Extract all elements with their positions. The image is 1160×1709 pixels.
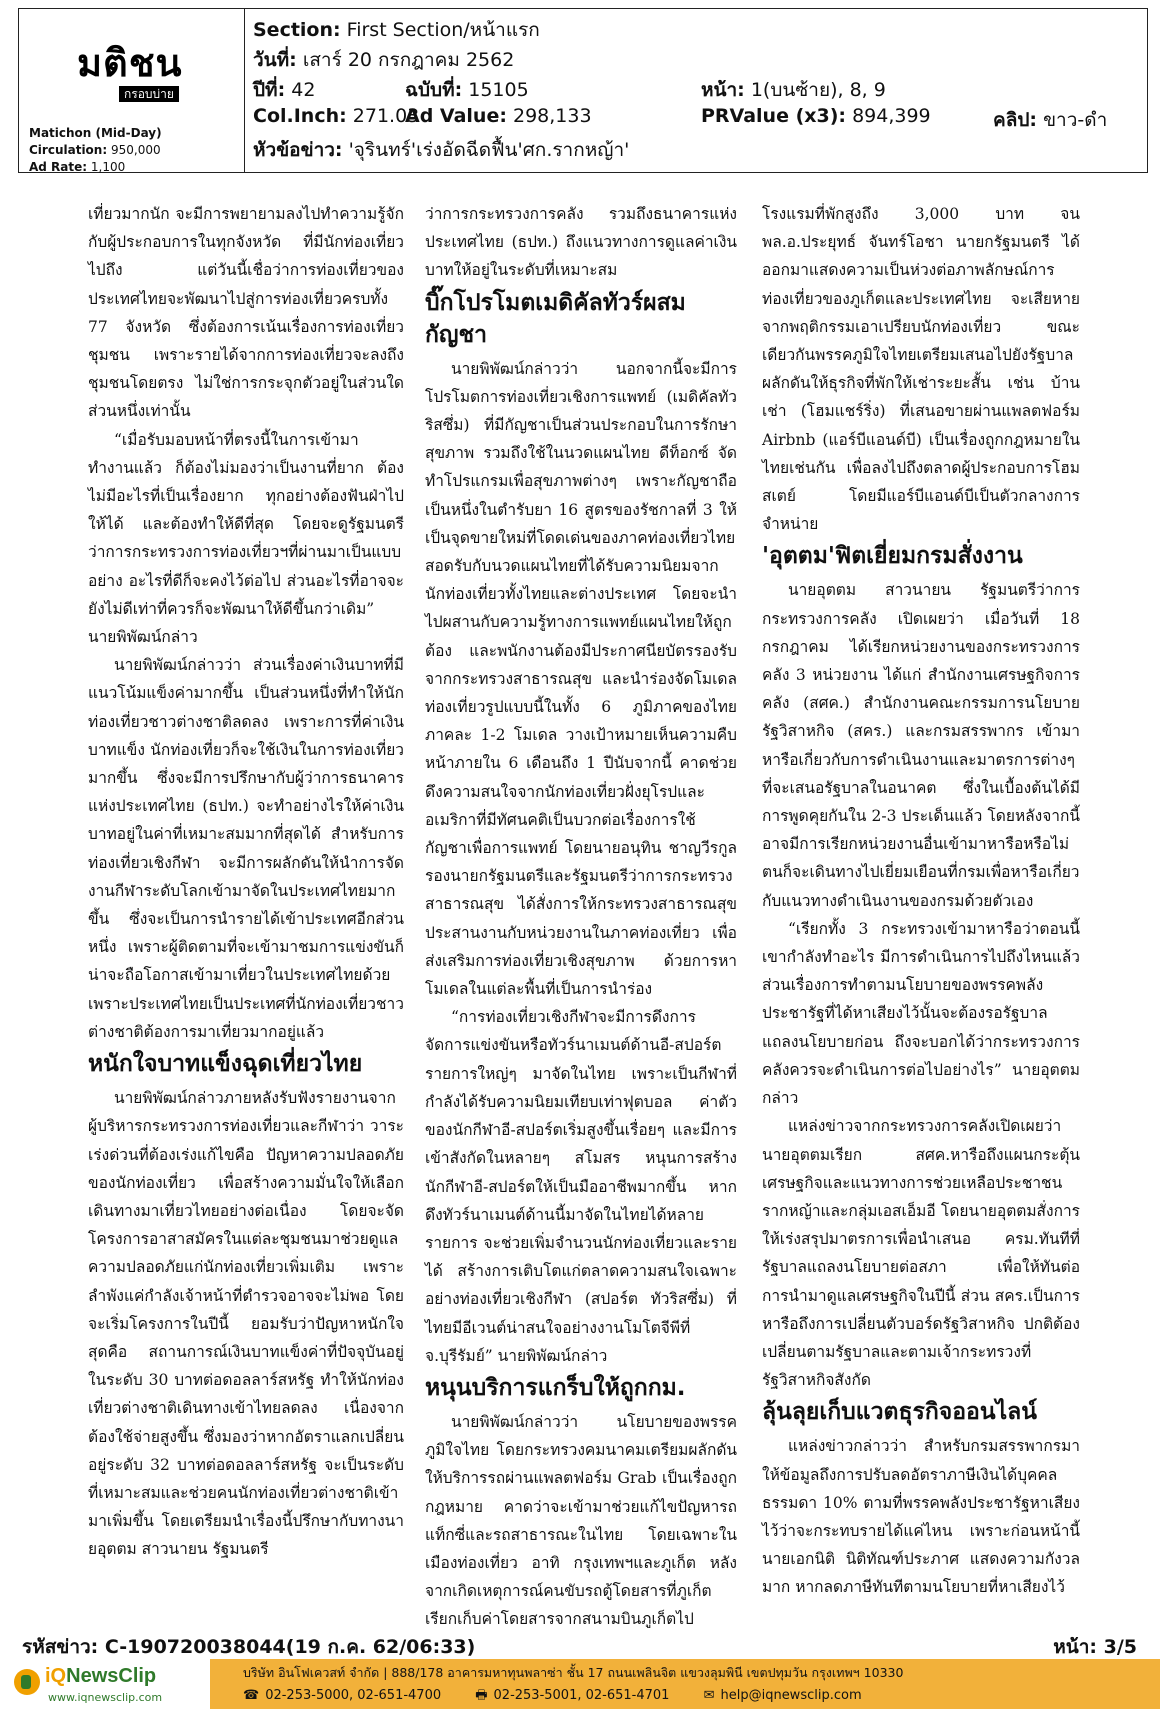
headline-label: หัวข้อข่าว: [253, 139, 343, 161]
page-value: 1(บนซ้าย), 8, 9 [750, 79, 886, 101]
iqnewsclip-logo[interactable] [0, 1659, 210, 1709]
paragraph: แหล่งข่าวกล่าวว่า สำหรับกรมสรรพากรมาให้ข้อมูลถึงการปรับลดอัตราภาษีเงินได้บุคคลธรรมดา 10% ตามที่พรรคพลังประชารัฐหาเสียงไว้ว่าจะกระทบรายได้แค่ไหน เพราะก่อนหน้านี้นายเอกนิติ นิติทัณฑ์ประภาศ แสดงความกังวลมาก หากลดภาษีทันทีตามนโยบายที่หาเสียงไว้ [762, 1437, 1080, 1597]
news-code: รหัสข่าว: C-190720038044(19 ก.ค. 62/06:33) [22, 1636, 476, 1658]
iqnewsclip-mark-icon [14, 1669, 40, 1695]
phone-contact [243, 1688, 441, 1703]
phone-numbers: 02-253-5000, 02-651-4700 [265, 1688, 442, 1703]
fax-numbers: 02-253-5001, 02-651-4701 [493, 1688, 670, 1703]
issue-label: ฉบับที่: [405, 79, 463, 101]
subheading: หนักใจบาทแข็งฉุดเที่ยวไทย [88, 1051, 363, 1078]
year-value: 42 [291, 79, 316, 101]
paragraph: “การท่องเที่ยวเชิงกีฬาจะมีการดึงการจัดการแข่งขันหรือทัวร์นาเมนต์ด้านอี-สปอร์ตรายการใหญ่ๆ มาจัดในไทย เพราะเป็นกีฬาที่กำลังได้รับความนิยมเทียบเท่าฟุตบอล ค่าตัวของนักกีฬาอี-สปอร์ตเริ่มสูงขึ้นเรื่อยๆ และมีการเข้าสังกัดในหลายๆ สโมสร หนุนการสร้างนักกีฬาอี-สปอร์ตให้เป็นมืออาชีพมากขึ้น หากดึงทัวร์นาเมนต์ด้านนี้มาจัดในไทยได้หลายรายการ จะช่วยเพิ่มจำนวนนักท่องเที่ยวและรายได้ สร้างการเติบโตแก่ตลาดความสนใจเฉพาะอย่างท่องเที่ยวเชิงกีฬา (สปอร์ต ทัวริสซึ่ม) ที่ไทยมีอีเวนต์น่าสนใจอย่างงานโมโตจีพีที่ จ.บุรีรัมย์” นายพิพัฒน์กล่าว [425, 1008, 737, 1365]
colinch-value: 271.03 [352, 105, 420, 127]
article-column-3 [762, 200, 1080, 1602]
year-label: ปีที่: [253, 79, 286, 101]
circulation-value: 950,000 [110, 143, 161, 157]
paragraph: นายพิพัฒน์กล่าวว่า นอกจากนี้จะมีการโปรโมตการท่องเที่ยวเชิงการแพทย์ (เมดิคัลทัวริสซึ่ม) ที่มีกัญชาเป็นส่วนประกอบในการรักษาสุขภาพ รวมถึงใช้ในนวดแผนไทย ดีท็อกซ์ จัดทำโปรแกรมเพื่อสุขภาพต่างๆ เพราะกัญชาถือเป็นหนึ่งในตำรับยา 16 สูตรของรัชกาลที่ 3 ให้เป็นจุดขายใหม่ที่โดดเด่นของภาคท่องเที่ยวไทย สอดรับกับนวดแผนไทยที่ได้รับความนิยมจากนักท่องเที่ยวทั้งไทยและต่างประเทศ โดยจะนำไปผสานกับความรู้ทางการแพทย์แผนไทยให้ถูกต้อง และพนักงานต้องมีประกาศนียบัตรรองรับจากกระทรวงสาธารณสุข และนำร่องจัดโมเดลท่องเที่ยวรูปแบบนี้ในทั้ง 6 ภูมิภาคของไทย ภาคละ 1-2 โมเดล วางเป้าหมายเห็นความคืบหน้าภายใน 6 เดือนถึง 1 ปีนับจากนี้ คาดช่วยดึงความสนใจจากนักท่องเที่ยวฝั่งยุโรปและอเมริกาที่มีทัศนคติเป็นบวกต่อเรื่องการใช้กัญชาเพื่อการแพทย์ โดยนายอนุทิน ชาญวีรกูล รองนายกรัฐมนตรีและรัฐมนตรีว่าการกระทรวงสาธารณสุข ได้สั่งการให้กระทรวงสาธารณสุขประสานงานกับหน่วยงานในภาคท่องเที่ยว เพื่อส่งเสริมการท่องเที่ยวเชิงสุขภาพ ด้วยการหาโมเดลในแต่ละพื้นที่เป็นการนำร่อง [425, 359, 737, 999]
subheading: ลุ้นลุยเก็บแวตธุรกิจออนไลน์ [762, 1399, 1037, 1426]
date-label: วันที่: [253, 49, 297, 71]
paragraph: ว่าการกระทรวงการคลัง รวมถึงธนาคารแห่งประเทศไทย (ธปท.) ถึงแนวทางการดูแลค่าเงินบาทให้อยู่ในระดับที่เหมาะสม [425, 205, 737, 280]
section-row [253, 15, 540, 45]
logo-main-text: มติชน [77, 41, 183, 85]
paragraph: นายอุตตม สาวนายน รัฐมนตรีว่าการกระทรวงการคลัง เปิดเผยว่า เมื่อวันที่ 18 กรกฎาคม ได้เรียกหน่วยงานของกระทรวงการคลัง 3 หน่วยงาน ได้แก่ สำนักงานเศรษฐกิจการคลัง (สศค.) สำนักงานคณะกรรมการนโยบายรัฐวิสาหกิจ (สคร.) และกรมสรรพากร เข้ามาหารือเกี่ยวกับการดำเนินงานและมาตรการต่างๆ ที่จะเสนอรัฐบาลในอนาคต ซึ่งในเบื้องต้นได้มีการพูดคุยกันใน 2-3 ประเด็นแล้ว โดยหลังจากนี้อาจมีการเรียกหน่วยงานอื่นเข้ามาหารือหรือไม่ตนก็จะเดินทางไปเยี่ยมเยือนที่กรมเพื่อหารือเกี่ยวกับแนวทางดำเนินงานของกรมด้วยตัวเอง [762, 581, 1080, 910]
colinch-row [253, 105, 419, 127]
section-value: First Section/หน้าแรก [346, 19, 540, 41]
fax-contact [475, 1686, 669, 1708]
company-address: บริษัท อินโฟเควสท์ จำกัด | 888/178 อาคารมหาทุนพลาซ่า ชั้น 17 ถนนเพลินจิต แขวงลุมพินี เขตปทุมวัน กรุงเทพฯ 10330 [243, 1665, 904, 1680]
prvalue-row [701, 105, 931, 127]
headline-row [253, 135, 629, 165]
paragraph: “เรียกทั้ง 3 กระทรวงเข้ามาหารือว่าตอนนี้เขากำลังทำอะไร มีการดำเนินการไปถึงไหนแล้ว ส่วนเรื่องการทำตามนโยบายของพรรคพลังประชารัฐที่ได้หาเสียงไว้นั้นจะต้องรอรัฐบาลแถลงนโยบายก่อน ถึงจะบอกได้ว่ากระทรวงการคลังควรจะดำเนินการต่อไปอย่างไร” นายอุตตมกล่าว [762, 919, 1080, 1108]
brand-prefix: iQ [45, 1665, 67, 1687]
paragraph: นายพิพัฒน์กล่าวว่า ส่วนเรื่องค่าเงินบาทที่มีแนวโน้มแข็งค่ามากขึ้น เป็นส่วนหนึ่งที่ทำให้นักท่องเที่ยวชาวต่างชาติลดลง เพราะการที่ค่าเงินบาทแข็ง นักท่องเที่ยวก็จะใช้เงินในการท่องเที่ยวมากขึ้น ซึ่งจะมีการปรึกษากับผู้ว่าการธนาคารแห่งประเทศไทย (ธปท.) จะทำอย่างไรให้ค่าเงินบาทอยู่ในค่าที่เหมาะสมมากที่สุดได้ สำหรับการท่องเที่ยวเชิงกีฬา จะมีการผลักดันให้นำการจัดงานกีฬาระดับโลกเข้ามาจัดในประเทศไทยมากขึ้น ซึ่งจะเป็นการนำรายได้เข้าประเทศอีกส่วนหนึ่ง เพราะผู้ติดตามที่จะเข้ามาชมการแข่งขันก็น่าจะถือโอกาสเข้ามาเที่ยวในประเทศไทยด้วย เพราะประเทศไทยเป็นประเทศที่นักท่องเที่ยวชาวต่างชาติต้องการมาเที่ยวมากอยู่แล้ว [88, 656, 404, 1041]
email-icon: ✉ [703, 1688, 715, 1703]
advalue-label: Ad Value: [405, 105, 507, 127]
article-column-1 [88, 200, 404, 1564]
paragraph: นายพิพัฒน์กล่าวว่า นโยบายของพรรคภูมิใจไทย โดยกระทรวงคมนาคมเตรียมผลักดันให้บริการรถผ่านแพลตฟอร์ม Grab เป็นเรื่องถูกกฎหมาย คาดว่าจะเข้ามาช่วยแก้ไขปัญหารถแท็กซี่และรถสาธารณะในไทย โดยเฉพาะในเมืองท่องเที่ยว อาทิ กรุงเทพฯและภูเก็ต หลังจากเกิดเหตุการณ์คนขับรถตู้โดยสารที่ภูเก็ตเรียกเก็บค่าโดยสารจากสนามบินภูเก็ตไป [425, 1412, 737, 1629]
subheading: หนุนบริการแกร็บให้ถูกกม. [425, 1374, 686, 1401]
article-column-2 [425, 200, 737, 1634]
brand-name [45, 1665, 156, 1688]
page-row [701, 75, 886, 105]
matichon-logo [77, 43, 197, 102]
colinch-label: Col.Inch: [253, 105, 347, 127]
adrate-label: Ad Rate: [29, 160, 88, 174]
date-row [253, 45, 514, 75]
email-contact[interactable] [704, 1688, 862, 1703]
year-row [253, 75, 315, 105]
publication-name: Matichon (Mid-Day) [29, 126, 162, 140]
advalue-row [405, 105, 592, 127]
paragraph: โรงแรมที่พักสูงถึง 3,000 บาท จน พล.อ.ประยุทธ์ จันทร์โอชา นายกรัฐมนตรี ได้ออกมาแสดงความเป็นห่วงต่อภาพลักษณ์การท่องเที่ยวของภูเก็ตและประเทศไทย จะเสียหายจากพฤติกรรมเอาเปรียบนักท่องเที่ยว ขณะเดียวกันพรรคภูมิใจไทยเตรียมเสนอไปยังรัฐบาล ผลักดันให้ธุรกิจที่พักให้เช่าระยะสั้น เช่น บ้านเช่า (โฮมแชร์ริ่ง) ที่เสนอขายผ่านแพลตฟอร์ม Airbnb (แอร์บีแอนด์บี) เป็นเรื่องถูกกฎหมายในไทยเช่นกัน เพื่อลงไปถึงตลาดผู้ประกอบการโฮมสเตย์ โดยมีแอร์บีแอนด์บีเป็นตัวกลางการจำหน่าย [762, 205, 1080, 534]
brand-suffix: NewsClip [66, 1665, 157, 1687]
page-indicator: หน้า: 3/5 [1053, 1636, 1137, 1658]
publication-panel [19, 9, 245, 172]
clip-label: คลิป: [993, 109, 1038, 131]
advalue-value: 298,133 [512, 105, 592, 127]
date-value: เสาร์ 20 กรกฎาคม 2562 [302, 49, 515, 71]
issue-value: 15105 [468, 79, 529, 101]
phone-icon: ☎ [243, 1688, 260, 1703]
clip-header [18, 8, 1148, 173]
clip-value: ขาว-ดำ [1043, 109, 1108, 131]
circulation-label: Circulation: [29, 143, 108, 157]
paragraph: นายพิพัฒน์กล่าวภายหลังรับฟังรายงานจากผู้บริหารกระทรวงการท่องเที่ยวและกีฬาว่า วาระเร่งด่วนที่ต้องเร่งแก้ไขคือ ปัญหาความปลอดภัยของนักท่องเที่ยว เพื่อสร้างความมั่นใจให้เลือกเดินทางมาเที่ยวไทยอย่างต่อเนื่อง โดยจะจัดโครงการอาสาสมัครในแต่ละชุมชนมาช่วยดูแลความปลอดภัยแก่นักท่องเที่ยวเพิ่มเติม เพราะลำพังแค่กำลังเจ้าหน้าที่ตำรวจอาจจะไม่พอ โดยจะเริ่มโครงการในปีนี้ ยอมรับว่าปัญหาหนักใจสุดคือ สถานการณ์เงินบาทแข็งค่าที่ปัจจุบันอยู่ในระดับ 30 บาทต่อดอลลาร์สหรัฐ ทำให้นักท่องเที่ยวต่างชาติเดินทางเข้าไทยลดลง เนื่องจากต้องใช้จ่ายสูงขึ้น ซึ่งมองว่าหากอัตราแลกเปลี่ยนอยู่ระดับ 32 บาทต่อดอลลาร์สหรัฐ จะเป็นระดับที่เหมาะสมและช่วยคนนักท่องเที่ยวต่างชาติเข้ามาเพิ่มขึ้น โดยเตรียมนำเรื่องนี้ปรึกษากับทางนายอุตตม สาวนายน รัฐมนตรี [88, 1089, 404, 1559]
headline-value: 'จุรินทร์'เร่งอัดฉีดฟื้น'ศก.รากหญ้า' [348, 139, 630, 161]
adrate-value: 1,100 [90, 160, 126, 174]
fax-icon: 🖶 [475, 1688, 488, 1703]
page-label: หน้า: [701, 79, 745, 101]
logo-sub-text: กรอบบ่าย [119, 86, 179, 102]
footer-bar [0, 1659, 1160, 1709]
prvalue-label: PRValue (x3): [701, 105, 847, 127]
news-code-row [22, 1632, 1137, 1662]
prvalue-value: 894,399 [852, 105, 931, 127]
issue-row [405, 75, 529, 105]
subheading: 'อุตตม'ฟิตเยี่ยมกรมสั่งงาน [762, 543, 1023, 570]
paragraph: แหล่งข่าวจากกระทรวงการคลังเปิดเผยว่า นายอุตตมเรียก สศค.หารือถึงแผนกระตุ้นเศรษฐกิจและแนวทางการช่วยเหลือประชาชนรากหญ้าและกลุ่มเอสเอ็มอี โดยนายอุตตมสั่งการให้เร่งสรุปมาตรการเพื่อนำเสนอ ครม.ทันทีที่รัฐบาลแถลงนโยบายต่อสภา เพื่อให้ทันต่อการนำมาดูแลเศรษฐกิจในปีนี้ ส่วน สคร.เป็นการหารือถึงการเปลี่ยนตัวบอร์ดรัฐวิสาหกิจ ปกติต้องเปลี่ยนตามรัฐบาลและตามเจ้ากระทรวงที่รัฐวิสาหกิจสังกัด [762, 1117, 1080, 1390]
paragraph: เที่ยวมากนัก จะมีการพยายามลงไปทำความรู้จักกับผู้ประกอบการในทุกจังหวัด ที่มีนักท่องเที่ยวไปถึง แต่วันนี้เชื่อว่าการท่องเที่ยวของประเทศไทยจะพัฒนาไปสู่การท่องเที่ยวครบทั้ง 77 จังหวัด ซึ่งต้องการเน้นเรื่องการท่องเที่ยวชุมชน เพราะรายได้จากการท่องเที่ยวจะลงถึงชุมชนโดยตรง ไม่ใช่การกระจุกตัวอยู่ในส่วนใดส่วนหนึ่งเท่านั้น [88, 205, 404, 421]
email-address[interactable]: help@iqnewsclip.com [720, 1688, 862, 1703]
contact-row [243, 1686, 892, 1708]
subheading: บิ๊กโปรโมตเมดิคัลทัวร์ผสมกัญชา [425, 289, 686, 348]
section-label: Section: [253, 19, 341, 41]
brand-url: www.iqnewsclip.com [48, 1691, 163, 1704]
paragraph: “เมื่อรับมอบหน้าที่ตรงนี้ในการเข้ามาทำงานแล้ว ก็ต้องไม่มองว่าเป็นงานที่ยาก ต้องไม่มีอะไรที่เป็นเรื่องยาก ทุกอย่างต้องฟันฝ่าไปให้ได้ และต้องทำให้ดีที่สุด โดยจะดูรัฐมนตรีว่าการกระทรวงการท่องเที่ยวฯที่ผ่านมาเป็นแบบอย่าง อะไรที่ดีก็จะคงไว้ต่อไป ส่วนอะไรที่อาจจะยังไม่ดีเท่าที่ควรก็จะพัฒนาให้ดีขึ้นกว่าเดิม” นายพิพัฒน์กล่าว [88, 430, 404, 647]
clip-row [993, 105, 1107, 135]
publication-meta [29, 125, 162, 176]
